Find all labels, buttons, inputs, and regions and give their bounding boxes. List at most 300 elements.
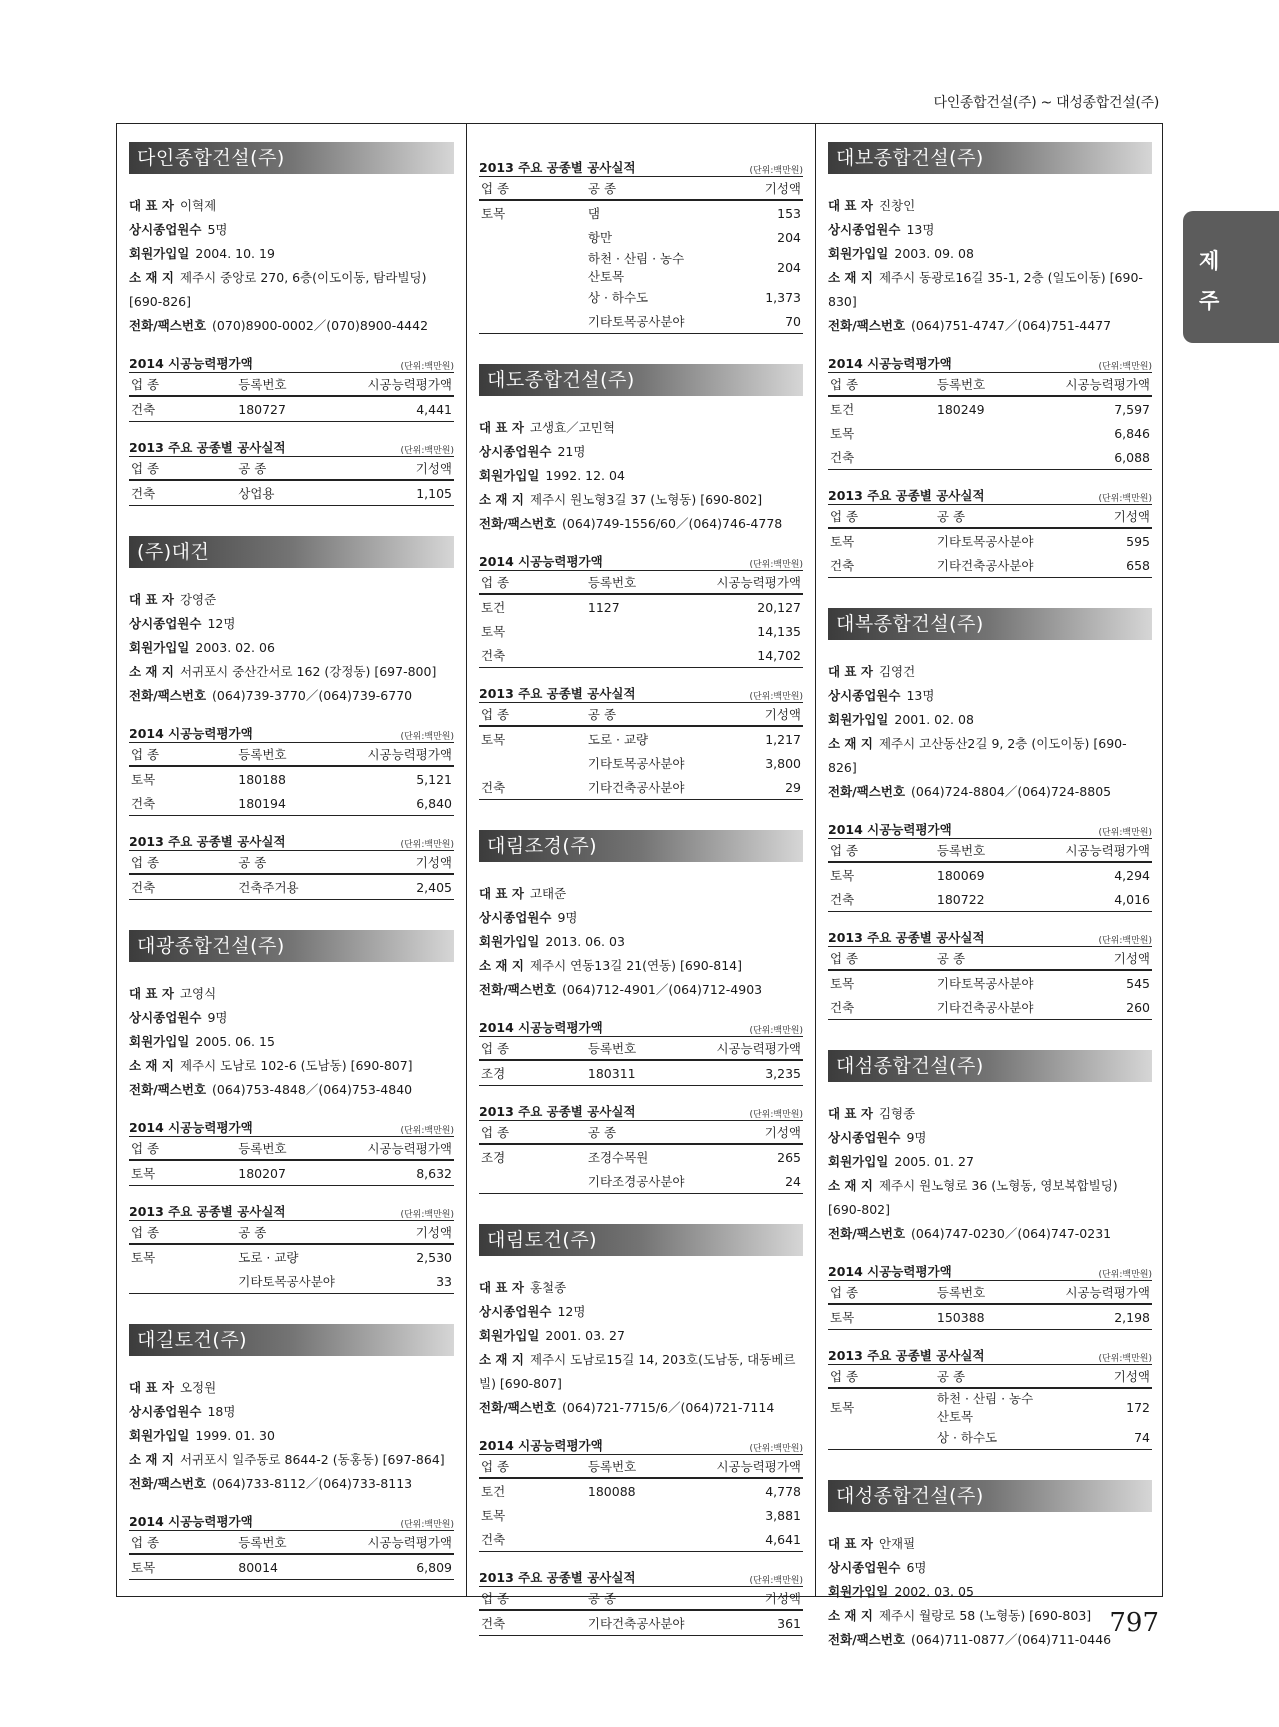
- table-row: [828, 970, 1152, 995]
- table-row: [479, 249, 803, 285]
- eval-table: [479, 1036, 803, 1086]
- info-line-emp: [479, 440, 803, 464]
- perf-section: [129, 1198, 454, 1294]
- company-block: [828, 142, 1152, 578]
- info-label: 회원가입일: [479, 468, 540, 483]
- unit-label: (단위:백만원): [400, 446, 454, 456]
- info-value: (064)749-1556/60／(064)746-4778: [562, 516, 783, 531]
- info-line-phone: [479, 1396, 803, 1420]
- table-row: [479, 775, 803, 800]
- table-header-row: [479, 1455, 803, 1479]
- table-row: [129, 396, 454, 422]
- info-line-addr: [129, 1054, 454, 1078]
- table-cell: 토목: [131, 772, 156, 787]
- info-line-addr: [479, 954, 803, 978]
- column-header: 시공능력평가액: [696, 571, 803, 595]
- column-header: 시공능력평가액: [696, 1037, 803, 1061]
- table-cell: 기타토목공사분야: [936, 534, 1034, 549]
- table-cell: 하천 · 산림 · 농수산토목: [936, 1391, 1034, 1424]
- table-header-row: [828, 839, 1152, 863]
- table-cell: 토목: [481, 1508, 506, 1523]
- table-header-row: [129, 1221, 454, 1245]
- info-line-phone: [828, 1628, 1152, 1652]
- info-line-emp: [828, 1556, 1152, 1580]
- info-line-join: [479, 464, 803, 488]
- info-value: 9명: [906, 1130, 927, 1145]
- info-value: 12명: [557, 1304, 586, 1319]
- table-header-row: [828, 373, 1152, 397]
- table-header-row: [828, 1365, 1152, 1389]
- info-value: 제주시 중앙로 270, 6층(이도이동, 탐라빌딩) [690-826]: [129, 270, 427, 309]
- info-value: (064)721-7715/6／(064)721-7114: [562, 1400, 775, 1415]
- perf-section: [129, 828, 454, 900]
- table-row: [129, 1244, 454, 1269]
- table-cell: 도로 · 교량: [238, 1250, 299, 1265]
- info-value: 9명: [557, 910, 578, 925]
- column-header: 등록번호: [236, 1137, 347, 1161]
- company-block: [129, 930, 454, 1294]
- info-line-emp: [129, 1006, 454, 1030]
- company-name: 대성종합건설(주): [828, 1480, 1152, 1512]
- table-cell: 건축: [479, 643, 586, 668]
- table-row: [479, 1503, 803, 1527]
- info-label: 소 재 지: [129, 664, 174, 679]
- table-cell: 건축주거용: [236, 874, 347, 900]
- info-label: 상시종업원수: [479, 444, 552, 459]
- table-cell: 20,127: [757, 599, 801, 615]
- table-cell: 2,405: [347, 874, 454, 900]
- info-line-phone: [479, 512, 803, 536]
- unit-label: (단위:백만원): [749, 166, 803, 176]
- info-label: 소 재 지: [828, 736, 873, 751]
- info-value: 고생효／고민혁: [529, 420, 615, 435]
- column-header: 업 종: [479, 1037, 586, 1061]
- info-label: 대 표 자: [828, 198, 873, 213]
- table-row: [828, 887, 1152, 912]
- perf-section: [479, 1098, 803, 1194]
- info-label: 회원가입일: [129, 1034, 190, 1049]
- table-cell: 4,294: [1114, 867, 1150, 883]
- column-header: 기성액: [347, 851, 454, 875]
- table-cell: [828, 1425, 935, 1450]
- info-label: 대 표 자: [129, 986, 174, 1001]
- info-value: 제주시 고산동산2길 9, 2층 (이도이동) [690-826]: [828, 736, 1127, 775]
- table-cell: [935, 421, 1045, 445]
- info-line-addr: [129, 266, 454, 314]
- table-row: [129, 480, 454, 506]
- perf-section-title: 2013 주요 공종별 공사실적: [479, 160, 636, 175]
- table-row: [828, 1425, 1152, 1450]
- info-value: 2005. 06. 15: [195, 1034, 275, 1049]
- unit-label: (단위:백만원): [1098, 494, 1152, 504]
- company-info: [828, 1102, 1152, 1246]
- column-header: 업 종: [479, 1121, 586, 1145]
- table-row: [828, 553, 1152, 578]
- column-header: 등록번호: [586, 571, 696, 595]
- column-header: 기성액: [696, 703, 803, 727]
- table-row: [479, 1169, 803, 1194]
- column-header: 기성액: [347, 1221, 454, 1245]
- info-value: 13명: [906, 222, 935, 237]
- info-line-addr: [129, 660, 454, 684]
- table-header-row: [129, 457, 454, 481]
- info-line-emp: [479, 1300, 803, 1324]
- table-row: [129, 874, 454, 900]
- info-value: (064)712-4901／(064)712-4903: [562, 982, 763, 997]
- eval-section-title: 2014 시공능력평가액: [129, 356, 253, 371]
- table-cell: 29: [696, 775, 803, 800]
- info-value: 12명: [207, 616, 236, 631]
- table-cell: 180088: [587, 1483, 636, 1499]
- eval-section-title: 2014 시공능력평가액: [129, 1120, 253, 1135]
- table-cell: [479, 225, 586, 249]
- info-line-phone: [828, 780, 1152, 804]
- column-header: 시공능력평가액: [1045, 373, 1152, 397]
- perf-section-header: [129, 434, 454, 456]
- info-value: 강영준: [179, 592, 217, 607]
- info-label: 전화/팩스번호: [479, 516, 557, 531]
- info-label: 대 표 자: [129, 592, 174, 607]
- table-cell: 658: [1045, 553, 1152, 578]
- info-label: 소 재 지: [479, 1352, 524, 1367]
- info-value: 이혁제: [179, 198, 217, 213]
- info-value: 1999. 01. 30: [195, 1428, 275, 1443]
- table-cell: 1,373: [765, 289, 801, 305]
- table-header-row: [479, 1037, 803, 1061]
- table-row: [129, 766, 454, 791]
- info-value: 오정원: [179, 1380, 217, 1395]
- company-info: [129, 1376, 454, 1496]
- info-value: 안재필: [878, 1536, 916, 1551]
- table-row: [828, 421, 1152, 445]
- info-value: 제주시 원노형로 36 (노형동, 영보복합빌딩) [690-802]: [828, 1178, 1118, 1217]
- info-label: 상시종업원수: [479, 1304, 552, 1319]
- info-label: 회원가입일: [828, 1154, 889, 1169]
- table-cell: 토목: [830, 868, 855, 883]
- table-cell: 항만: [587, 230, 613, 245]
- info-label: 상시종업원수: [129, 1404, 202, 1419]
- eval-section-header: [129, 350, 454, 372]
- info-value: 홍철종: [529, 1280, 567, 1295]
- perf-table: [479, 176, 803, 334]
- eval-table: [129, 742, 454, 816]
- info-label: 상시종업원수: [828, 1560, 901, 1575]
- info-label: 전화/팩스번호: [828, 318, 906, 333]
- info-label: 대 표 자: [479, 420, 524, 435]
- company-info: [828, 1532, 1152, 1652]
- unit-label: (단위:백만원): [400, 362, 454, 372]
- table-cell: 2,198: [1045, 1304, 1152, 1330]
- perf-table: [129, 850, 454, 900]
- info-value: 제주시 원노형3길 37 (노형동) [690-802]: [529, 492, 763, 507]
- table-cell: 6,840: [347, 791, 454, 816]
- eval-section-title: 2014 시공능력평가액: [129, 1514, 253, 1529]
- perf-table: [129, 456, 454, 506]
- company-block: [828, 608, 1152, 1020]
- column-header: 업 종: [479, 571, 586, 595]
- info-label: 상시종업원수: [828, 222, 901, 237]
- eval-section-header: [129, 720, 454, 742]
- info-label: 대 표 자: [129, 198, 174, 213]
- table-row: [828, 862, 1152, 887]
- info-label: 회원가입일: [129, 1428, 190, 1443]
- table-cell: 토목: [830, 426, 855, 441]
- info-label: 상시종업원수: [479, 910, 552, 925]
- info-label: 소 재 지: [129, 270, 174, 285]
- table-header-row: [479, 571, 803, 595]
- info-line-addr: [828, 266, 1152, 314]
- table-cell: 180727: [236, 396, 347, 422]
- table-cell: 70: [696, 309, 803, 334]
- info-label: 상시종업원수: [129, 1010, 202, 1025]
- info-label: 전화/팩스번호: [828, 1226, 906, 1241]
- table-cell: 1,105: [347, 480, 454, 506]
- perf-table: [479, 702, 803, 800]
- unit-label: (단위:백만원): [400, 732, 454, 742]
- table-cell: 건축: [828, 887, 935, 912]
- table-cell: [586, 643, 696, 668]
- info-value: 제주시 연동13길 21(연동) [690-814]: [529, 958, 743, 973]
- table-cell: [479, 249, 586, 285]
- column-header: 기성액: [696, 177, 803, 201]
- info-value: 2005. 01. 27: [894, 1154, 974, 1169]
- company-name: (주)대건: [129, 536, 454, 568]
- unit-label: (단위:백만원): [1098, 1270, 1152, 1280]
- table-cell: 4,016: [1045, 887, 1152, 912]
- unit-label: (단위:백만원): [400, 1126, 454, 1136]
- perf-table: [828, 504, 1152, 578]
- eval-table: [828, 838, 1152, 912]
- company-info: [479, 416, 803, 536]
- info-label: 소 재 지: [129, 1058, 174, 1073]
- column-header: 기성액: [1045, 505, 1152, 529]
- eval-table: [129, 1136, 454, 1186]
- info-value: (064)753-4848／(064)753-4840: [212, 1082, 413, 1097]
- info-label: 대 표 자: [479, 1280, 524, 1295]
- table-cell: 토건: [830, 402, 855, 417]
- perf-section-header: [479, 1098, 803, 1120]
- company-info: [828, 194, 1152, 338]
- table-cell: [479, 1169, 586, 1194]
- info-line-emp: [129, 612, 454, 636]
- table-cell: 건축: [129, 874, 236, 900]
- perf-section: [828, 924, 1152, 1020]
- table-cell: 기타건축공사분야: [935, 553, 1045, 578]
- eval-table: [828, 372, 1152, 470]
- column-header: 공 종: [586, 1587, 696, 1611]
- info-label: 전화/팩스번호: [479, 982, 557, 997]
- column-header: 업 종: [129, 457, 236, 481]
- company-block: [479, 154, 803, 334]
- region-tab-char-2: 주: [1199, 289, 1220, 313]
- column-header: 업 종: [479, 1455, 586, 1479]
- table-cell: 건축: [129, 396, 236, 422]
- column-header: 업 종: [479, 1587, 586, 1611]
- info-line-emp: [828, 684, 1152, 708]
- table-cell: 595: [1126, 533, 1150, 549]
- info-value: 김영건: [878, 664, 916, 679]
- perf-section-title: 2013 주요 공종별 공사실적: [828, 1348, 985, 1363]
- eval-section-header: [129, 1114, 454, 1136]
- info-value: (064)751-4747／(064)751-4477: [911, 318, 1112, 333]
- column-header: 시공능력평가액: [696, 1455, 803, 1479]
- column-header: 시공능력평가액: [347, 373, 454, 397]
- info-line-join: [479, 1324, 803, 1348]
- info-value: 2002. 03. 05: [894, 1584, 974, 1599]
- table-header-row: [479, 1121, 803, 1145]
- info-line-addr: [479, 488, 803, 512]
- info-line-emp: [828, 218, 1152, 242]
- info-value: 제주시 도남로 102-6 (도남동) [690-807]: [179, 1058, 413, 1073]
- table-row: [129, 1269, 454, 1294]
- perf-table: [129, 1220, 454, 1294]
- eval-section-title: 2014 시공능력평가액: [828, 1264, 952, 1279]
- perf-section: [479, 1564, 803, 1636]
- info-value: (070)8900-0002／(070)8900-4442: [212, 318, 429, 333]
- column-header: 기성액: [347, 457, 454, 481]
- eval-table: [129, 1530, 454, 1580]
- table-cell: 건축: [479, 775, 586, 800]
- company-name: 대광종합건설(주): [129, 930, 454, 962]
- info-label: 회원가입일: [129, 246, 190, 261]
- column-header: 공 종: [236, 457, 347, 481]
- table-row: [479, 751, 803, 775]
- table-header-row: [479, 703, 803, 727]
- info-value: 고영식: [179, 986, 217, 1001]
- column-header: 업 종: [129, 1531, 236, 1555]
- region-tab: [1183, 211, 1279, 343]
- table-cell: 기타조경공사분야: [586, 1169, 696, 1194]
- info-line-rep: [129, 588, 454, 612]
- eval-table: [479, 1454, 803, 1552]
- column-header: 업 종: [479, 703, 586, 727]
- table-cell: 5,121: [416, 771, 452, 787]
- info-label: 대 표 자: [479, 886, 524, 901]
- info-label: 소 재 지: [828, 1178, 873, 1193]
- column-middle: [466, 124, 815, 1631]
- info-line-phone: [479, 978, 803, 1002]
- table-cell: 상 · 하수도: [587, 290, 649, 305]
- column-header: 시공능력평가액: [347, 743, 454, 767]
- info-label: 전화/팩스번호: [828, 1632, 906, 1647]
- table-cell: 74: [1045, 1425, 1152, 1450]
- info-value: 서귀포시 중산간서로 162 (강정동) [697-800]: [179, 664, 437, 679]
- table-row: [828, 1304, 1152, 1330]
- table-header-row: [479, 177, 803, 201]
- table-cell: 3,800: [765, 755, 801, 771]
- perf-section-title: 2013 주요 공종별 공사실적: [828, 488, 985, 503]
- unit-label: (단위:백만원): [1098, 1354, 1152, 1364]
- table-row: [129, 791, 454, 816]
- unit-label: (단위:백만원): [400, 1210, 454, 1220]
- table-row: [479, 594, 803, 619]
- info-value: (064)733-8112／(064)733-8113: [212, 1476, 413, 1491]
- table-cell: 3,235: [696, 1060, 803, 1086]
- company-block: [828, 1480, 1152, 1652]
- info-line-addr: [479, 1348, 803, 1396]
- eval-section-header: [129, 1508, 454, 1530]
- info-value: 9명: [207, 1010, 228, 1025]
- company-info: [828, 660, 1152, 804]
- info-label: 소 재 지: [828, 270, 873, 285]
- unit-label: (단위:백만원): [749, 560, 803, 570]
- perf-section-title: 2013 주요 공종별 공사실적: [828, 930, 985, 945]
- column-header: 시공능력평가액: [347, 1137, 454, 1161]
- column-header: 업 종: [129, 1221, 236, 1245]
- info-line-join: [129, 1424, 454, 1448]
- company-block: [129, 536, 454, 900]
- info-line-join: [828, 708, 1152, 732]
- eval-section-title: 2014 시공능력평가액: [828, 822, 952, 837]
- table-cell: 조경: [479, 1060, 586, 1086]
- unit-label: (단위:백만원): [1098, 936, 1152, 946]
- eval-section: [479, 1014, 803, 1086]
- table-row: [479, 285, 803, 309]
- info-line-rep: [828, 194, 1152, 218]
- table-cell: 172: [1126, 1399, 1150, 1415]
- info-line-join: [479, 930, 803, 954]
- column-header: 공 종: [935, 1365, 1045, 1389]
- table-cell: 180207: [236, 1160, 347, 1186]
- table-header-row: [828, 947, 1152, 971]
- eval-section: [129, 1508, 454, 1580]
- eval-table: [828, 1280, 1152, 1330]
- column-header: 업 종: [828, 839, 935, 863]
- table-cell: [479, 751, 586, 775]
- table-row: [129, 1554, 454, 1580]
- table-cell: 33: [347, 1269, 454, 1294]
- table-cell: 180194: [236, 791, 347, 816]
- column-header: 업 종: [828, 1365, 935, 1389]
- column-header: 업 종: [129, 743, 236, 767]
- info-line-rep: [479, 1276, 803, 1300]
- table-cell: 건축: [479, 1610, 586, 1636]
- column-header: 기성액: [696, 1121, 803, 1145]
- table-cell: 기타건축공사분야: [935, 995, 1045, 1020]
- column-header: 시공능력평가액: [1045, 839, 1152, 863]
- info-label: 대 표 자: [828, 664, 873, 679]
- column-header: 등록번호: [236, 743, 347, 767]
- table-cell: 204: [777, 259, 801, 275]
- column-header: 공 종: [935, 947, 1045, 971]
- table-cell: 265: [777, 1149, 801, 1165]
- info-value: (064)739-3770／(064)739-6770: [212, 688, 413, 703]
- column-header: 기성액: [696, 1587, 803, 1611]
- column-header: 업 종: [828, 373, 935, 397]
- eval-section-header: [828, 350, 1152, 372]
- table-cell: 24: [696, 1169, 803, 1194]
- perf-section: [479, 680, 803, 800]
- info-line-rep: [129, 1376, 454, 1400]
- info-line-rep: [129, 982, 454, 1006]
- info-label: 전화/팩스번호: [129, 1476, 207, 1491]
- perf-section: [828, 482, 1152, 578]
- info-line-phone: [129, 1472, 454, 1496]
- info-label: 소 재 지: [479, 958, 524, 973]
- info-value: 서귀포시 일주동로 8644-2 (동홍동) [697-864]: [179, 1452, 445, 1467]
- info-line-join: [828, 242, 1152, 266]
- perf-table: [479, 1120, 803, 1194]
- table-cell: 토건: [481, 600, 506, 615]
- info-value: 진창인: [878, 198, 916, 213]
- perf-section-header: [479, 680, 803, 702]
- info-label: 전화/팩스번호: [479, 1400, 557, 1415]
- table-row: [479, 1610, 803, 1636]
- info-line-join: [129, 636, 454, 660]
- info-line-emp: [479, 906, 803, 930]
- company-info: [129, 982, 454, 1102]
- table-cell: 토목: [129, 1160, 236, 1186]
